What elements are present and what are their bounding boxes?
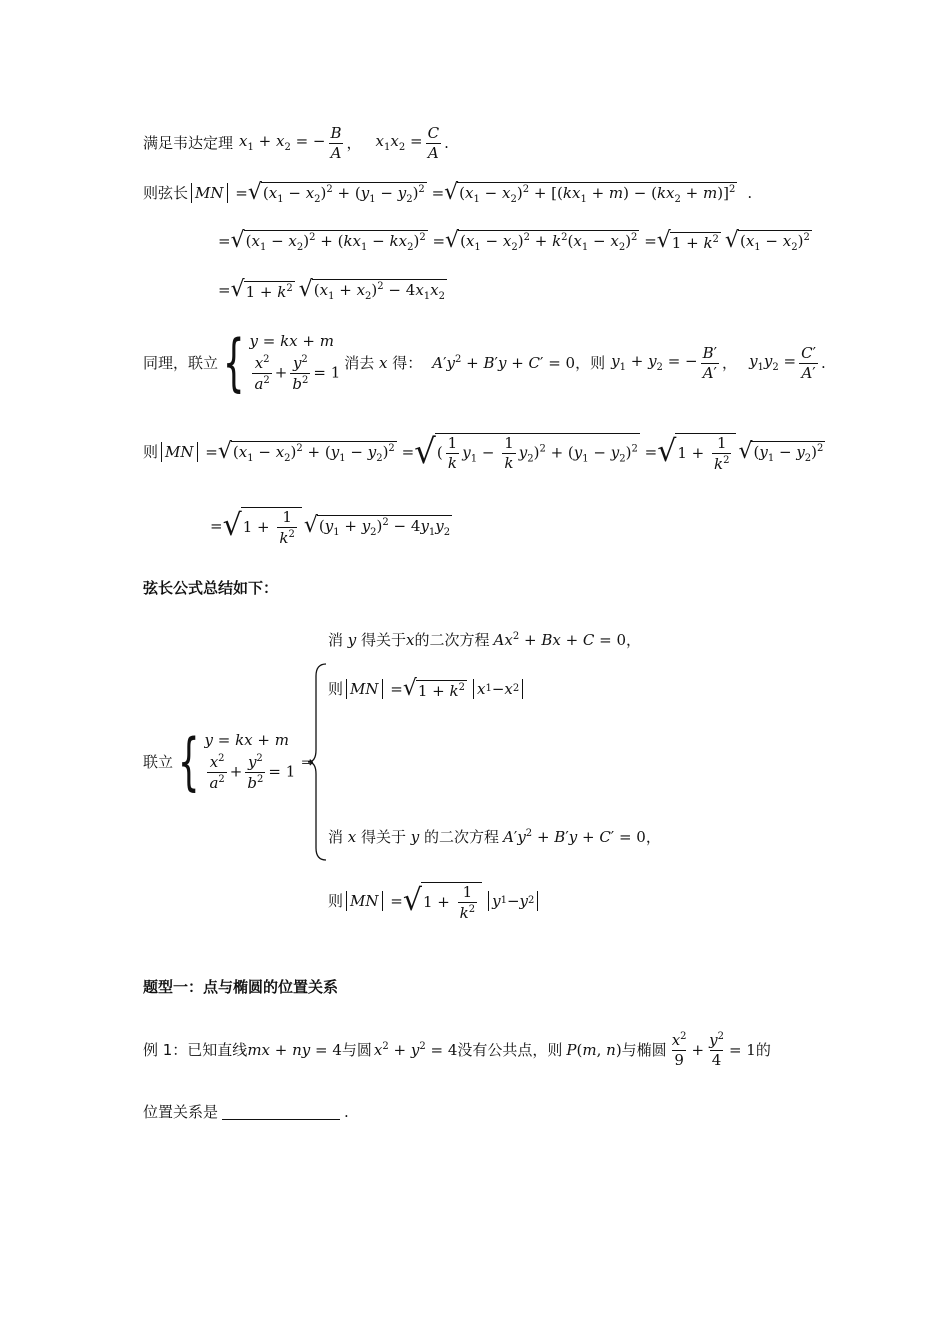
- chord-line-1: 则弦长 MN = √ $(x_1 - x_2)^2 + (y_1 - y_2)^2$ = √ $(x_1 - x_2)^2 + [(kx_1 + m) - (kx_2 + m)]^2$ .: [143, 180, 753, 205]
- chord-lead: 则弦长: [143, 183, 189, 202]
- branch-1-result: 则 MN = √ $1 + k^2$ x 1 − x 2: [328, 676, 526, 702]
- frac-c-a: $\frac{C}{A}$: [427, 123, 440, 162]
- branch-1-equation: 消 y 得关于 x 的二次方程 $Ax^2 + Bx + C = 0$ ，: [328, 630, 642, 649]
- chord-line-3: = √ $1 + k^2$ √ $(x_1 + x_2)^2 - 4x_1x_2$: [218, 277, 445, 302]
- chord-line-2: = √ $(x_1 - x_2)^2 + (kx_1 - kx_2)^2$ = √ $(x_1 - x_2)^2 + k^2(x_1 - x_2)^2$ = √ $1 + k^2$ √ $(x_1 - x_2)^2$: [218, 228, 810, 253]
- tongli-lead: 同理，联立: [143, 353, 219, 372]
- branch-2-equation: 消 x 得关于 y 的二次方程 $A'y^2 + B'y + C' = 0$ ，: [328, 827, 661, 846]
- implies-arrow: ⇒: [301, 752, 314, 771]
- tongli-line: 同理，联立 { y = kx + m $\frac{x^2}{a^2}$ + $\frac{y^2}{b^2}$ = 1 消去 x 得： $A'y^2 + B'y + C' = 0$ ，则 $y_1 + y_2$ = − $\frac{B'}{A'}$ ， $y_1y_2$ = $\frac{C'}{A'}$ .: [143, 326, 826, 399]
- mn-y-line-1: 则 MN = √ $(x_1 - x_2)^2 + (y_1 - y_2)^2$ = √ ( $\frac{1}{k}$ $y_1$ − $\frac{1}{k}$ $y_2)^2 + (y_1 - y_2)^2$ = √ 1 + $\frac{1}{k^2}$ √ $(y_1 - y_2)^2$: [143, 432, 824, 473]
- summary-title: 弦长公式总结如下：: [143, 579, 279, 597]
- example-1-line-1: 例 1：已知直线 mx + ny = 4 与圆 $x^2 + y^2 = 4$ 没有公共点，则 P(m, n) 与椭圆 $\frac{x^2}{9}$ + $\frac{y^2}{4}$ = 1 的: [143, 1031, 771, 1069]
- vieta-line: 满足韦达定理 $x_1 + x_2$ = − $\frac{B}{A}$ ， $x_1x_2$ = $\frac{C}{A}$ .: [143, 123, 449, 162]
- example-1-line-2: 位置关系是 .: [143, 1102, 349, 1121]
- answer-blank[interactable]: [222, 1105, 340, 1120]
- branch-2-result: 则 MN = √ 1 + $\frac{1}{k^2}$ y 1 − y 2: [328, 876, 541, 926]
- frac-b-a: $\frac{B}{A}$: [330, 123, 342, 162]
- system-1: { y = kx + m $\frac{x^2}{a^2}$ + $\frac{y^2}{b^2}$ = 1: [222, 326, 341, 399]
- lianli-system: 联立 { y = kx + m $\frac{x^2}{a^2}$ + $\frac{y^2}{b^2}$ = 1 ⇒: [143, 725, 314, 798]
- system-2: { y = kx + m $\frac{x^2}{a^2}$ + $\frac{y^2}{b^2}$ = 1: [177, 725, 296, 798]
- vieta-lead: 满足韦达定理: [143, 133, 234, 152]
- section-1-title: 题型一：点与椭圆的位置关系: [143, 978, 339, 996]
- mn-y-line-2: = √ 1 + $\frac{1}{k^2}$ √ $(y_1 + y_2)^2 - 4y_1y_2$: [210, 507, 451, 547]
